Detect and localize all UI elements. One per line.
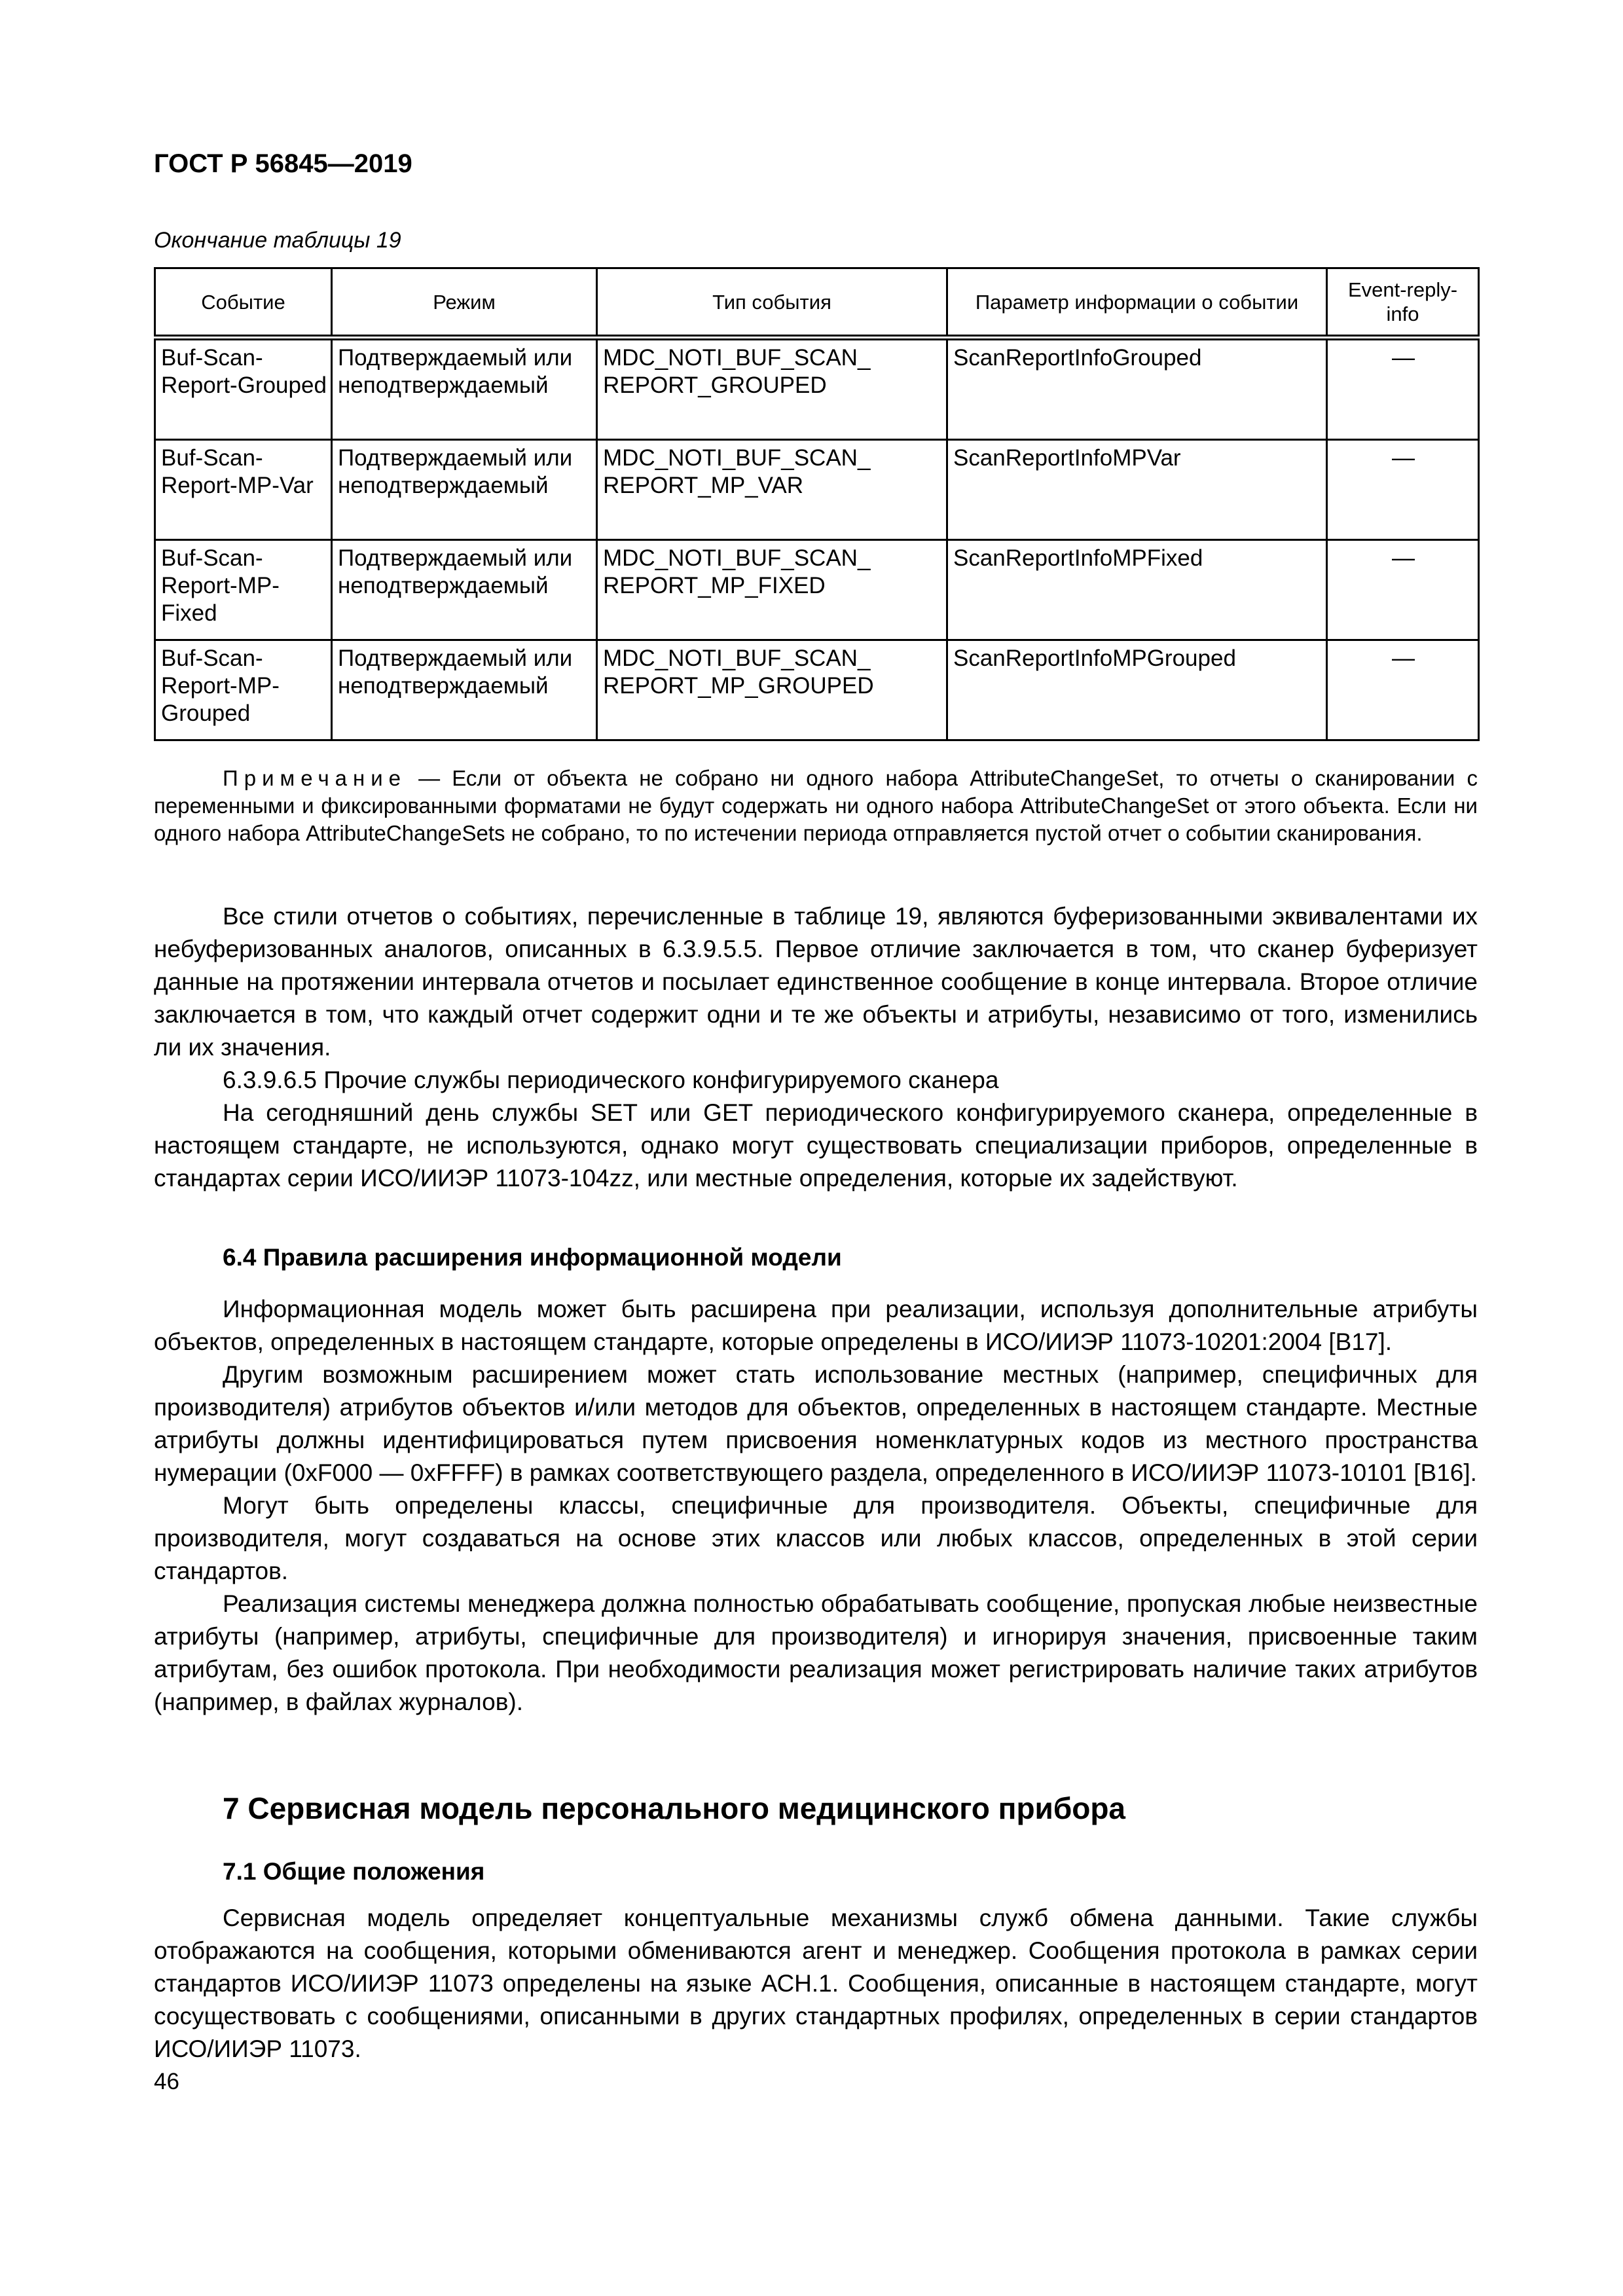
column-header-info-param: Параметр информации о событии bbox=[947, 268, 1327, 338]
column-header-event: Событие bbox=[155, 268, 332, 338]
paragraph: Другим возможным расширением может стать использование местных (например, специфичных для производителя) атрибутов объектов и/или методов для объектов, определенных в настоящем стандарте. Местные атрибуты должны идентифицироваться путем присвоения номенклатурных кодов из местного пространства нумерации (0xF000 — 0xFFFF) в рамках соответствующего раздела, определенного в ИСО/ИИЭР 11073-10101 [B16]. bbox=[154, 1361, 1478, 1486]
cell-event-type: MDC_NOTI_BUF_SCAN_ REPORT_MP_GROUPED bbox=[597, 640, 947, 740]
cell-event: Buf-Scan-Report-MP-Fixed bbox=[155, 540, 332, 640]
paragraph: Реализация системы менеджера должна полностью обрабатывать сообщение, пропуская любые неизвестные атрибуты (например, атрибуты, специфичные для производителя) и игнорируя значения, присвоенные таким атрибутам, без ошибок протокола. При необходимости реализация может регистрировать наличие таких атрибутов (например, в файлах журналов). bbox=[154, 1590, 1478, 1715]
cell-mode: Подтверждаемый или неподтверждаемый bbox=[332, 440, 597, 540]
cell-reply-info: — bbox=[1327, 440, 1479, 540]
cell-event-type: MDC_NOTI_BUF_SCAN_ REPORT_GROUPED bbox=[597, 338, 947, 440]
cell-mode: Подтверждаемый или неподтверждаемый bbox=[332, 640, 597, 740]
cell-event: Buf-Scan-Report-Grouped bbox=[155, 338, 332, 440]
column-header-mode: Режим bbox=[332, 268, 597, 338]
column-header-reply-info: Event-reply-info bbox=[1327, 268, 1479, 338]
cell-mode: Подтверждаемый или неподтверждаемый bbox=[332, 338, 597, 440]
note-text: — Если от объекта не собрано ни одного набора AttributeChangeSet, то отчеты о сканировании с переменными и фиксированными форматами не будут содержать ни одного набора AttributeChangeSet от этого объекта. Если ни одного набора AttributeChangeSets не собрано, то по истечении периода отправляется пустой отчет о событии сканирования. bbox=[154, 766, 1478, 845]
paragraph: Все стили отчетов о событиях, перечисленные в таблице 19, являются буферизованными эквивалентами их небуферизованных аналогов, описанных в 6.3.9.5.5. Первое отличие заключается в том, что сканер буферизует данные на протяжении интервала отчетов и посылает единственное сообщение в конце интервала. Второе отличие заключается в том, что каждый отчет содержит одни и те же объекты и атрибуты, независимо от того, изменились ли их значения. bbox=[154, 903, 1478, 1061]
cell-event: Buf-Scan-Report-MP-Grouped bbox=[155, 640, 332, 740]
events-table bbox=[154, 267, 1480, 741]
cell-event: Buf-Scan-Report-MP-Var bbox=[155, 440, 332, 540]
table-note bbox=[154, 765, 1478, 847]
cell-reply-info: — bbox=[1327, 640, 1479, 740]
table-row bbox=[155, 640, 1479, 740]
cell-info-param: ScanReportInfoMPVar bbox=[947, 440, 1327, 540]
paragraph: Информационная модель может быть расширена при реализации, используя дополнительные атрибуты объектов, определенных в настоящем стандарте, которые определены в ИСО/ИИЭР 11073-10201:2004 [B17]. bbox=[154, 1296, 1478, 1355]
cell-reply-info: — bbox=[1327, 540, 1479, 640]
cell-info-param: ScanReportInfoMPGrouped bbox=[947, 640, 1327, 740]
table-row bbox=[155, 540, 1479, 640]
document-standard-id: ГОСТ Р 56845—2019 bbox=[154, 149, 412, 178]
cell-info-param: ScanReportInfoGrouped bbox=[947, 338, 1327, 440]
column-header-event-type: Тип события bbox=[597, 268, 947, 338]
section-heading-7: 7 Сервисная модель персонального медицинского прибора bbox=[223, 1791, 1126, 1825]
page-number: 46 bbox=[154, 2069, 179, 2094]
cell-mode: Подтверждаемый или неподтверждаемый bbox=[332, 540, 597, 640]
section-heading-7-1: 7.1 Общие положения bbox=[223, 1858, 485, 1885]
body-section-7-1 bbox=[154, 1902, 1478, 2066]
body-section-6-4 bbox=[154, 1293, 1478, 1719]
subsection-heading: 6.3.9.6.5 Прочие службы периодического конфигурируемого сканера bbox=[223, 1066, 999, 1093]
table-row bbox=[155, 338, 1479, 440]
section-heading-6-4: 6.4 Правила расширения информационной модели bbox=[223, 1244, 842, 1271]
paragraph: Сервисная модель определяет концептуальные механизмы служб обмена данными. Такие службы отображаются на сообщения, которыми обмениваются агент и менеджер. Сообщения протокола в рамках серии стандартов ИСО/ИИЭР 11073 определены на языке АСН.1. Сообщения, описанные в настоящем стандарте, могут сосуществовать с сообщениями, описанными в других стандартных профилях, определенных в серии стандартов ИСО/ИИЭР 11073. bbox=[154, 1904, 1478, 2062]
cell-reply-info: — bbox=[1327, 338, 1479, 440]
note-label: Примечание bbox=[223, 766, 407, 790]
paragraph: Могут быть определены классы, специфичные для производителя. Объекты, специфичные для производителя, могут создаваться на основе этих классов или любых классов, определенных в этой серии стандартов. bbox=[154, 1492, 1478, 1584]
cell-info-param: ScanReportInfoMPFixed bbox=[947, 540, 1327, 640]
table-header-row bbox=[155, 268, 1479, 338]
paragraph: На сегодняшний день службы SET или GET периодического конфигурируемого сканера, определенные в настоящем стандарте, не используются, однако могут существовать специализации приборов, определенные в стандартах серии ИСО/ИИЭР 11073-104zz, или местные определения, которые их задействуют. bbox=[154, 1099, 1478, 1192]
cell-event-type: MDC_NOTI_BUF_SCAN_ REPORT_MP_FIXED bbox=[597, 540, 947, 640]
cell-event-type: MDC_NOTI_BUF_SCAN_ REPORT_MP_VAR bbox=[597, 440, 947, 540]
body-section-6-3 bbox=[154, 900, 1478, 1195]
table-row bbox=[155, 440, 1479, 540]
table-caption: Окончание таблицы 19 bbox=[154, 228, 401, 253]
